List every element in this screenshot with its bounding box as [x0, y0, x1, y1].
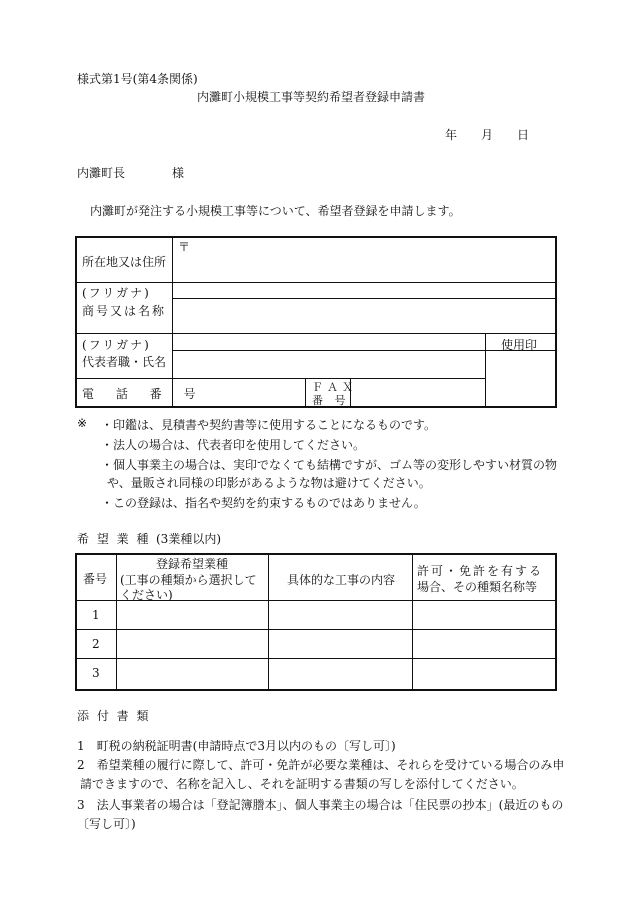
date-day-label: 日 — [517, 128, 530, 142]
attachment-line-1: 1 町税の納税証明書(申請時点で3月以内のもの〔写し可〕) — [77, 739, 396, 753]
col-type-header-3: ください) — [120, 588, 173, 602]
row-number-3: 3 — [92, 666, 100, 680]
note-line-3: ・個人事業主の場合は、実印でなくても結構ですが、ゴム等の変形しやすい材質の物 — [101, 458, 558, 472]
address-field[interactable] — [173, 250, 485, 280]
furigana-label-representative: (フリガナ) — [82, 338, 151, 352]
company-furigana-field[interactable] — [173, 283, 553, 297]
attachment-line-2: 2 希望業種の履行に際して、許可・免許が必要な業種は、それらを受けている場合のみ申 — [77, 758, 565, 772]
seal-box[interactable] — [486, 351, 553, 404]
row-number-1: 1 — [92, 608, 100, 622]
intro-text: 内灘町が発注する小規模工事等について、希望者登録を申請します。 — [90, 204, 461, 218]
address-label: 所在地又は住所 — [82, 255, 167, 269]
col-type-header-1: 登録希望業種 — [156, 557, 229, 571]
representative-furigana-field[interactable] — [173, 334, 484, 349]
desired-types-heading: 希 望 業 種 — [77, 532, 151, 546]
note-line-1: ・印鑑は、見積書や契約書等に使用することになるものです。 — [101, 418, 437, 432]
attachments-heading: 添 付 書 類 — [77, 709, 151, 723]
row-2-license-field[interactable] — [413, 630, 553, 657]
col-type-header-2: (工事の種類から選択して — [120, 573, 257, 587]
col-license-header-1: 許可・免許を有する — [417, 564, 544, 578]
row-3-license-field[interactable] — [413, 659, 553, 687]
row-1-type-field[interactable] — [117, 601, 267, 628]
row-3-detail-field[interactable] — [269, 659, 411, 687]
date-month-label: 月 — [481, 128, 494, 142]
seal-label: 使用印 — [501, 338, 538, 352]
col-number-header: 番号 — [83, 572, 108, 586]
document-title: 内灘町小規模工事等契約希望者登録申請書 — [197, 90, 426, 104]
col-detail-header: 具体的な工事の内容 — [287, 573, 396, 587]
row-number-2: 2 — [92, 637, 100, 651]
note-line-2: ・法人の場合は、代表者印を使用してください。 — [101, 438, 366, 452]
fax-field[interactable] — [351, 379, 484, 405]
fax-label-top: ＦＡＸ — [312, 381, 357, 394]
postal-mark: 〒 — [178, 240, 191, 254]
fax-label-bottom: 番 号 — [312, 394, 350, 407]
note-mark: ※ — [77, 416, 88, 430]
furigana-label-company: (フリガナ) — [82, 286, 151, 300]
company-name-label: 商号又は名称 — [82, 304, 167, 318]
form-number: 様式第1号(第4条関係) — [77, 72, 198, 86]
note-line-4: や、量販され同様の印影があるような物は避けてください。 — [107, 476, 431, 490]
phone-field[interactable] — [173, 379, 304, 405]
note-line-5: ・この登録は、指名や契約を約束するものではありません。 — [101, 496, 426, 510]
attachment-line-3: 請できますので、名称を記入し、それを証明する書類の写しを添付してください。 — [80, 777, 524, 791]
representative-label: 代表者職・氏名 — [82, 355, 167, 369]
row-3-type-field[interactable] — [117, 659, 267, 687]
addressee-suffix: 様 — [172, 166, 185, 180]
desired-types-note: (3業種以内) — [156, 532, 221, 546]
date-year-label: 年 — [445, 128, 458, 142]
row-1-detail-field[interactable] — [269, 601, 411, 628]
addressee: 内灘町長 — [77, 166, 126, 180]
company-name-field[interactable] — [173, 300, 553, 332]
attachment-line-5: 〔写し可〕) — [77, 817, 136, 831]
row-1-license-field[interactable] — [413, 601, 553, 628]
row-2-detail-field[interactable] — [269, 630, 411, 657]
attachment-line-4: 3 法人事業者の場合は「登記簿謄本」、個人事業主の場合は「住民票の抄本」(最近のもの — [77, 798, 564, 812]
col-license-header-2: 場合、その種類名称等 — [417, 580, 538, 594]
representative-name-field[interactable] — [173, 351, 484, 377]
phone-label: 電 話 番 号 — [82, 387, 205, 401]
row-2-type-field[interactable] — [117, 630, 267, 657]
